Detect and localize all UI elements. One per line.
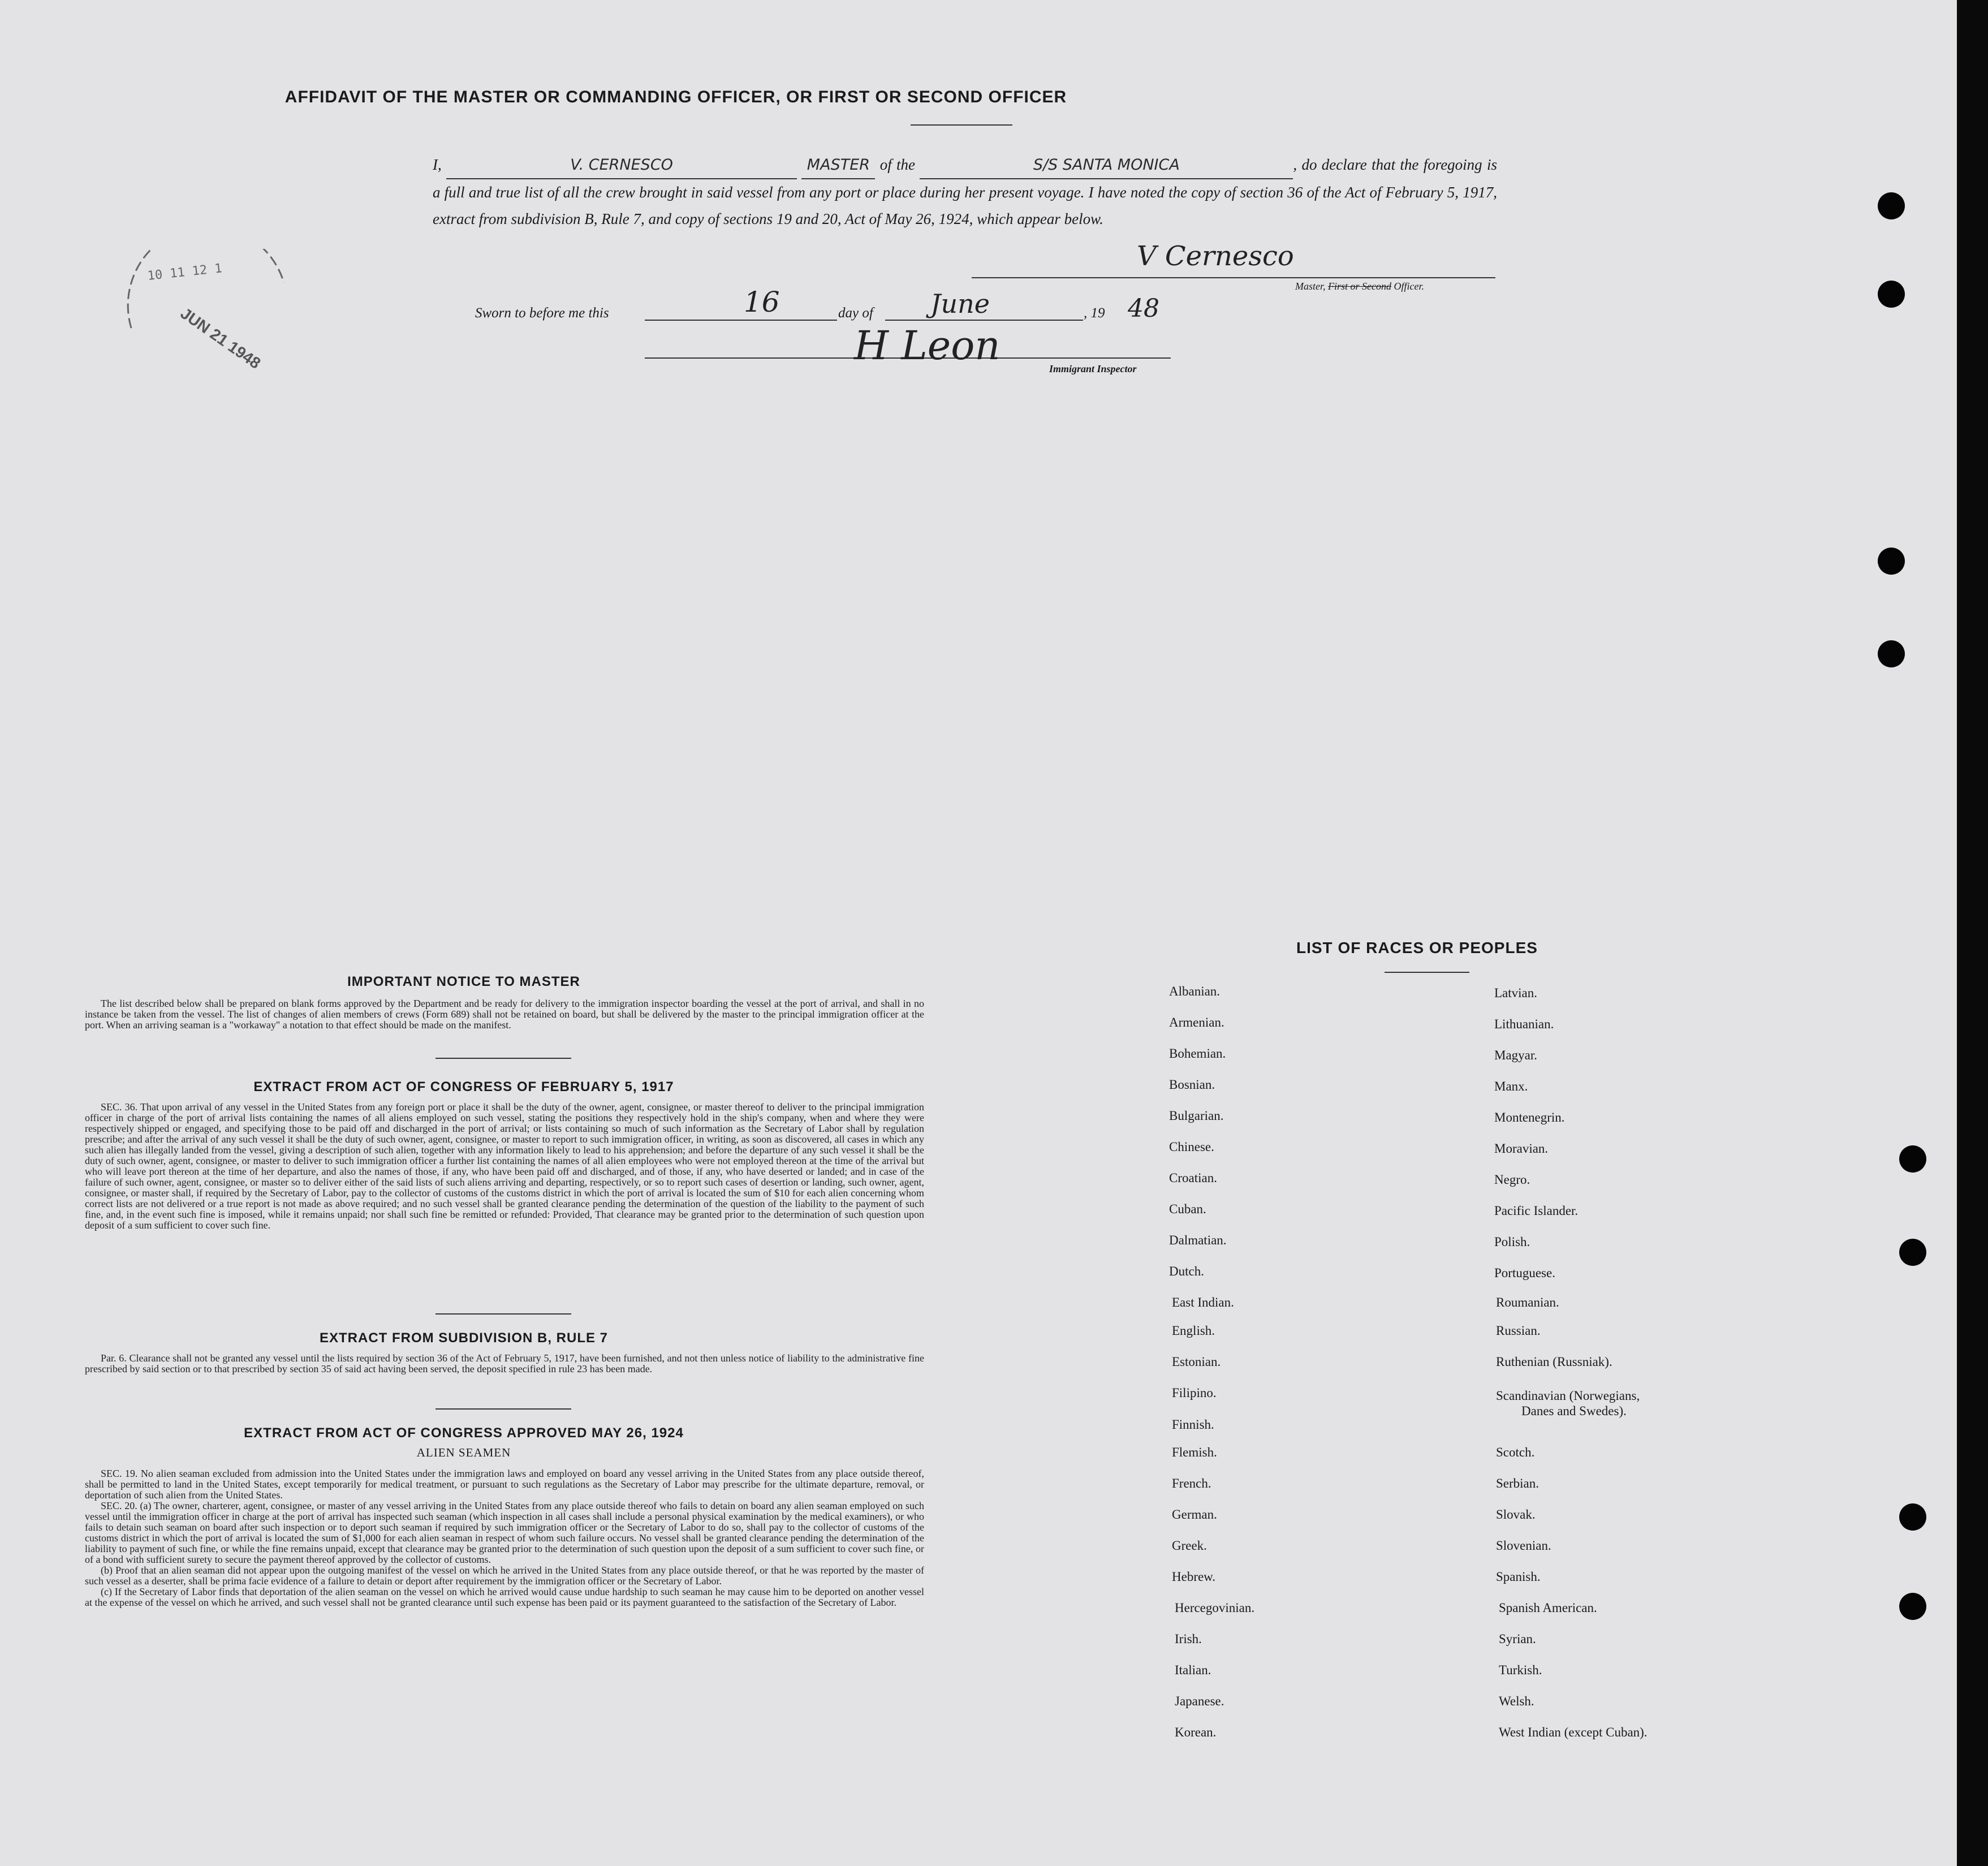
race-item: Korean. xyxy=(1175,1725,1217,1739)
rule7-text: Par. 6. Clearance shall not be granted any vessel until the lists required by section 36 of the Act of February 5, 1917, have been furnished, and not then unless notice of liability to the administrative fine prescribed by said section or to that prescribed by section 35 of said act having been served, the deposit specified in rule 23 has been made. xyxy=(85,1352,924,1374)
race-item: Turkish. xyxy=(1499,1663,1542,1677)
race-item: Lithuanian. xyxy=(1494,1017,1554,1031)
race-item: Hebrew. xyxy=(1172,1570,1216,1584)
binder-hole xyxy=(1878,548,1905,575)
race-item: Albanian. xyxy=(1169,984,1221,998)
race-item: German. xyxy=(1172,1507,1217,1522)
notice-title: IMPORTANT NOTICE TO MASTER xyxy=(347,974,580,989)
binder-hole xyxy=(1878,640,1905,667)
race-item: Bulgarian. xyxy=(1169,1109,1224,1123)
race-item: Estonian. xyxy=(1172,1355,1221,1369)
year-label: , 19 xyxy=(1084,305,1105,321)
race-item: Irish. xyxy=(1175,1632,1202,1646)
race-item: Filipino. xyxy=(1172,1386,1217,1400)
race-item: Dalmatian. xyxy=(1169,1233,1227,1247)
act1924-sec20b: (b) Proof that an alien seaman did not appear upon the outgoing manifest of the vessel on which he arrived in the United States from any place outside thereof, or that he was reported by the master of such vessel as a deserter, shall be prima facie evidence of a failure to detain or deport after requirement by the immigration officer or the Secretary of Labor. xyxy=(85,1565,924,1587)
race-item: Negro. xyxy=(1494,1173,1530,1187)
master-signature: V Cernesco xyxy=(1137,240,1294,272)
races-title: LIST OF RACES OR PEOPLES xyxy=(1296,939,1538,956)
act1924-sec20c: (c) If the Secretary of Labor finds that deportation of the alien seaman on the vessel on which he arrived would cause undue hardship to such seaman he may cause him to be deported on another vessel at the expense of the vessel on which he arrived, and such vessel shall not be granted clearance until such expense has been paid or its payment guaranteed to the satisfaction of the Secretary of Labor. xyxy=(85,1586,924,1608)
month-line xyxy=(885,320,1083,321)
sworn-day: 16 xyxy=(744,286,780,318)
race-item: Flemish. xyxy=(1172,1445,1217,1459)
inspector-signature: H Leon xyxy=(854,322,1001,369)
binder-hole xyxy=(1899,1145,1926,1173)
race-item: Hercegovinian. xyxy=(1175,1601,1255,1615)
binder-hole xyxy=(1878,281,1905,308)
affidavit-text: that the foregoing is a full and true list of all the crew brought in said vessel from any port or place during her present voyage. I have noted the copy of section 36 of the Act of February 5, 1917, extract from subdivision B, Rule 7, and copy of sections 19 and 20, Act of May 26, 1924, which appear below. xyxy=(433,156,1498,227)
act1917-title: EXTRACT FROM ACT OF CONGRESS OF FEBRUARY 5, 1917 xyxy=(253,1079,674,1094)
act1924-sec20a: SEC. 20. (a) The owner, charterer, agent, consignee, or master of any vessel arriving in the United States from any place outside thereof who fails to detain on board any alien seaman employed on such vessel until the immigration officer in charge at the port of arrival has inspected such seaman (which inspection in all cases shall include a personal physical examination by the medical examiners), or who fails to detain such seaman on board after such inspection or to deport such seaman if required by such immigration officer or the Secretary of Labor to do so, shall pay to the collector of customs of the customs district in which the port of arrival is located the sum of $1,000 for each alien seaman in respect of whom such failure occurs. No vessel shall be granted clearance pending the determination of the liability to payment of such fine, or while the fine remains unpaid, except that clearance may be granted prior to the determination of such question upon the deposit of a sum sufficient to cover such fine, or of a bond with sufficient surety to secure the payment thereof approved by the collector of customs. xyxy=(85,1500,924,1565)
race-item: Pacific Islander. xyxy=(1494,1204,1579,1218)
race-item: Cuban. xyxy=(1169,1202,1206,1216)
sworn-year: 48 xyxy=(1128,294,1159,323)
section-divider xyxy=(435,1058,571,1059)
act1924-sec19: SEC. 19. No alien seaman excluded from admission into the United States under the immigration laws and employed on board any vessel arriving in the United States from any place outside thereof, shall be permitted to land in the United States, except temporarily for medical treatment, or pursuant to such regulations as the Secretary of Labor may prescribe for the ultimate departure, removal, or deportation of such alien from the United States. xyxy=(85,1468,924,1501)
race-item: Chinese. xyxy=(1169,1140,1214,1154)
binder-hole xyxy=(1878,192,1905,219)
section-divider xyxy=(435,1313,571,1315)
title-divider xyxy=(911,124,1012,126)
act1924-subtitle: ALIEN SEAMEN xyxy=(416,1446,511,1459)
race-item: Slovak. xyxy=(1496,1507,1536,1522)
inspector-label: Immigrant Inspector xyxy=(1049,363,1137,374)
rule7-title: EXTRACT FROM SUBDIVISION B, RULE 7 xyxy=(319,1330,609,1346)
sworn-month: June xyxy=(930,288,990,319)
master-name-field: V. CERNESCO xyxy=(446,152,797,179)
race-item: Ruthenian (Russniak). xyxy=(1496,1355,1612,1369)
race-item: Portuguese. xyxy=(1494,1266,1555,1280)
race-item: Bosnian. xyxy=(1169,1078,1215,1092)
races-divider xyxy=(1385,972,1469,973)
stamp-date: JUN 21 1948 xyxy=(177,304,264,373)
race-item: Greek. xyxy=(1172,1539,1207,1553)
race-item: French. xyxy=(1172,1476,1211,1490)
race-item: Slovenian. xyxy=(1496,1539,1551,1553)
act1924-text xyxy=(85,1468,924,1608)
rank-field: MASTER xyxy=(801,152,875,179)
sworn-label: Sworn to before me this xyxy=(475,305,609,321)
act1917-text: SEC. 36. That upon arrival of any vessel in the United States from any foreign port or place it shall be the duty of the owner, agent, consignee, or master thereof to deliver to the principal immigration officer in charge of the port of arrival lists containing the names of all aliens employed on such vessel, stating the positions they respectively hold in the ship's company, when and where they were respectively shipped or engaged, and specifying those to be paid off and discharged in the port of arrival; or lists containing so much of such information as the Secretary of Labor shall by regulation prescribe; and after the arrival of any such vessel it shall be the duty of such owner, agent, consignee, or master to report to such immigration officer, in writing, as soon as discovered, all cases in which any such alien has illegally landed from the vessel, giving a description of such alien, together with any information likely to lead to his apprehension; and before the departure of any such vessel it shall be the duty of such owner, agent, consignee, or master to deliver to such immigration officer a further list containing the names of all alien employees who were not employed thereon at the time of the arrival but who will leave port thereon at the time of her departure, and also the names of those, if any, who have been paid off and discharged, and of those, if any, who have deserted or landed; and in case of the failure of such owner, agent, consignee, or master so to deliver either of the said lists of such aliens arriving and departing, respectively, or so to report such cases of desertion or landing, such owner, agent, consignee, or master shall, if required by the Secretary of Labor, pay to the collector of customs of the customs district in which the port of arrival is located the sum of $10 for each alien concerning whom correct lists are not delivered or a true report is not made as above required; and no such vessel shall be granted clearance pending the determination of the question of the liability to the payment of such fine, and, in the event such fine is imposed, while it remains unpaid; nor shall such fine be remitted or refunded: Provided, That clearance may be granted prior to the determination of such question upon deposit of a sum sufficient to cover such fine. xyxy=(85,1101,924,1231)
day-line xyxy=(645,320,837,321)
affidavit-body xyxy=(433,152,1497,232)
race-item: Manx. xyxy=(1494,1079,1528,1093)
race-item: West Indian (except Cuban). xyxy=(1499,1725,1648,1739)
race-item: Dutch. xyxy=(1169,1264,1204,1278)
race-item: Moravian. xyxy=(1494,1141,1549,1156)
race-item: East Indian. xyxy=(1172,1295,1234,1309)
race-item: Finnish. xyxy=(1172,1417,1214,1432)
race-item: Polish. xyxy=(1494,1235,1530,1249)
race-item: Welsh. xyxy=(1499,1694,1534,1708)
binder-hole xyxy=(1899,1239,1926,1266)
race-item: Scandinavian (Norwegians, xyxy=(1496,1389,1640,1403)
vessel-field: S/S SANTA MONICA xyxy=(920,152,1293,179)
stamp-numbers: 10 11 12 1 xyxy=(146,261,223,283)
i-label: I, xyxy=(433,156,442,173)
race-item: Japanese. xyxy=(1175,1694,1224,1708)
race-item: Spanish American. xyxy=(1499,1601,1597,1615)
of-the-label: of the xyxy=(879,156,916,173)
notice-text: The list described below shall be prepared on blank forms approved by the Department and be ready for delivery to the immigration inspector boarding the vessel at the port of arrival, and shall in no instance be taken from the vessel. The list of changes of alien members of crews (Form 689) shall not be retained on board, but shall be delivered by the master to the principal immigration officer at the port. When an arriving seaman is a "workaway" a notation to that effect should be made on the manifest. xyxy=(85,998,924,1031)
scan-border xyxy=(1957,0,1988,1866)
race-item: Russian. xyxy=(1496,1324,1541,1338)
binder-hole xyxy=(1899,1503,1926,1531)
section-divider xyxy=(435,1408,571,1410)
signature-label: Master, First or Second Officer. xyxy=(1295,281,1424,292)
affidavit-title: AFFIDAVIT OF THE MASTER OR COMMANDING OFFICER, OR FIRST OR SECOND OFFICER xyxy=(284,88,1067,106)
race-item: Scotch. xyxy=(1496,1445,1535,1459)
race-item: Croatian. xyxy=(1169,1171,1217,1185)
race-item: Italian. xyxy=(1175,1663,1211,1677)
race-item: Spanish. xyxy=(1496,1570,1541,1584)
race-item: English. xyxy=(1172,1324,1215,1338)
race-item: Latvian. xyxy=(1494,986,1537,1000)
race-item: Magyar. xyxy=(1494,1048,1538,1062)
date-stamp xyxy=(120,249,290,419)
race-item: Roumanian. xyxy=(1496,1295,1559,1309)
race-item: Armenian. xyxy=(1169,1015,1224,1029)
day-of-label: day of xyxy=(838,305,873,321)
race-item: Danes and Swedes). xyxy=(1521,1404,1627,1418)
signature-line xyxy=(972,277,1495,278)
act1924-title: EXTRACT FROM ACT OF CONGRESS APPROVED MAY 26, 1924 xyxy=(244,1425,684,1441)
race-item: Bohemian. xyxy=(1169,1046,1226,1061)
race-item: Syrian. xyxy=(1499,1632,1536,1646)
race-item: Montenegrin. xyxy=(1494,1110,1565,1124)
binder-hole xyxy=(1899,1593,1926,1620)
do-declare-label: , do declare xyxy=(1293,156,1367,173)
race-item: Serbian. xyxy=(1496,1476,1539,1490)
